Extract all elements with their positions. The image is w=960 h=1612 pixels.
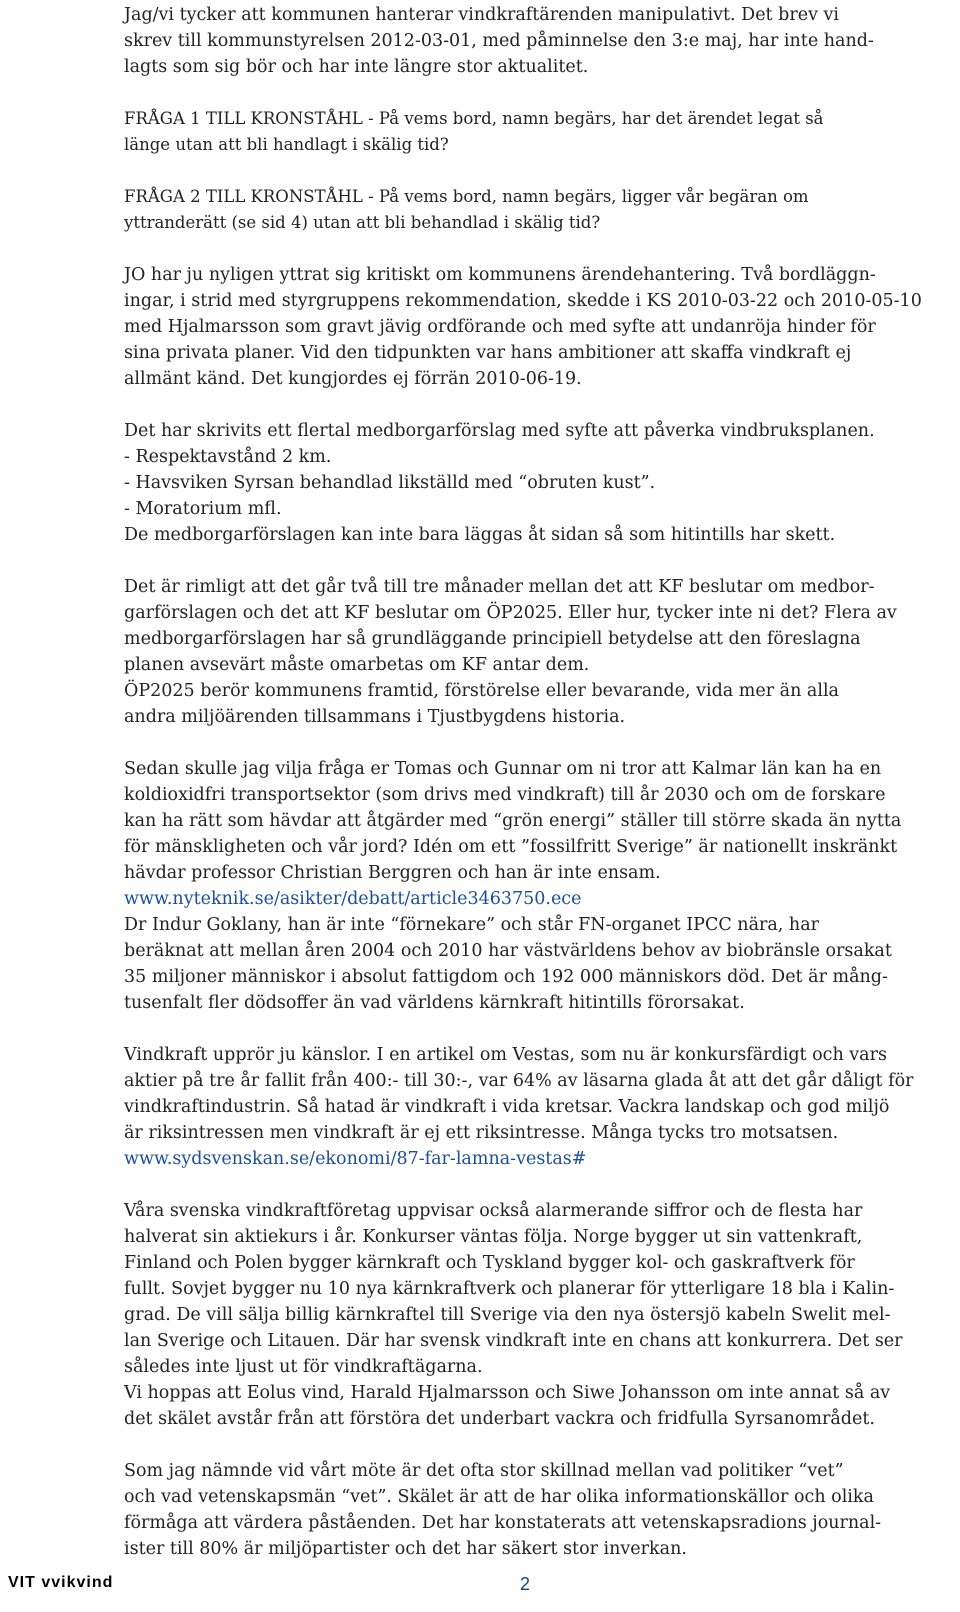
link-sydsvenskan[interactable]: www.sydsvenskan.se/ekonomi/87-far-lamna-vestas# (124, 1149, 587, 1169)
paragraph-goklany: Dr Indur Goklany, han är inte “förnekare” och står FN-organet IPCC nära, har beräknat att mellan åren 2004 och 2010 har västvärldens behov av biobränsle orsakat 35 miljoner människor i absolut fattigdom och 192 000 människors död. Det är mång- tusenfalt fler dödsoffer än vad världens kärnkraft hitintills förorsakat. (124, 915, 892, 1013)
question-2: FRÅGA 2 TILL KRONSTÅHL - På vems bord, namn begärs, ligger vår begäran om yttranderätt (se sid 4) utan att bli behandlad i skälig tid? (124, 187, 809, 232)
body-text (124, 2, 944, 1562)
paragraph-foretag: Våra svenska vindkraftföretag uppvisar också alarmerande siffror och de flesta har halverat sin aktiekurs i år. Konkurser väntas följa. Norge bygger ut sin vattenkraft, Finland och Polen bygger kärnkraft och Tyskland bygger kol- och gaskraftverk för fullt. Sovjet bygger nu 10 nya kärnkraftverk och planerar för ytterligare 18 bla i Kalin- grad. De vill sälja billig kärnkraftel till Sverige via den nya östersjö kabeln Swelit mel- lan Sverige och Litauen. Där har svensk vindkraft inte en chans att konkurrera. Det ser således inte ljust ut för vindkraftägarna. Vi hoppas att Eolus vind, Harald Hjalmarsson och Siwe Johansson om inte annat så av det skälet avstår från att förstöra det underbart vackra och fridfulla Syrsanområdet. (124, 1201, 903, 1429)
page-number: 2 (520, 1574, 531, 1594)
paragraph-last: Som jag nämnde vid vårt möte är det ofta stor skillnad mellan vad politiker “vet” och vad vetenskapsmän “vet”. Skälet är att de har olika informationskällor och olika förmåga att värdera påståenden. Det har konstaterats att vetenskapsradions journal- ister till 80% är miljöpartister och det har säkert stor inverkan. (124, 1461, 882, 1559)
question-1: FRÅGA 1 TILL KRONSTÅHL - På vems bord, namn begärs, har det ärendet legat så länge utan att bli handlagt i skälig tid? (124, 109, 824, 154)
footer-org: VIT vvikvind (8, 1574, 114, 1591)
paragraph-op2025: Det är rimligt att det går två till tre månader mellan det att KF beslutar om medbor- garförslagen och det att KF beslutar om ÖP2025. Eller hur, tycker inte ni det? Flera av medborgarförslagen har så grundläggande principiell betydelse att den föreslagna planen avsevärt måste omarbetas om KF antar dem. ÖP2025 berör kommunens framtid, förstörelse eller bevarande, vida mer än alla andra miljöärenden tillsammans i Tjustbygdens historia. (124, 577, 897, 727)
paragraph-intro: Jag/vi tycker att kommunen hanterar vindkraftärenden manipulativt. Det brev vi skrev till kommunstyrelsen 2012-03-01, med påminnelse den 3:e maj, har inte hand- lagts som sig bör och har inte längre stor aktualitet. (124, 5, 874, 77)
paragraph-kalmar: Sedan skulle jag vilja fråga er Tomas och Gunnar om ni tror att Kalmar län kan ha en koldioxidfri transportsektor (som drivs med vindkraft) till år 2030 och om de forskare kan ha rätt som hävdar att åtgärder med “grön energi” ställer till större skada än nytta för mänskligheten och vår jord? Idén om ett ”fossilfritt Sverige” är nationellt inskränkt hävdar professor Christian Berggren och han är inte ensam. (124, 759, 902, 883)
link-nyteknik[interactable]: www.nyteknik.se/asikter/debatt/article3463750.ece (124, 889, 582, 909)
paragraph-medborgarforslag: Det har skrivits ett flertal medborgarförslag med syfte att påverka vindbruksplanen. - Respektavstånd 2 km. - Havsviken Syrsan behandlad likställd med “obruten kust”. - Moratorium mfl. De medborgarförslagen kan inte bara läggas åt sidan så som hitintills har skett. (124, 421, 875, 545)
paragraph-jo: JO har ju nyligen yttrat sig kritiskt om kommunens ärendehantering. Två bordläggn- ingar, i strid med styrgruppens rekommendation, skedde i KS 2010-03-22 och 2010-05-10 med Hjalmarsson som gravt jävig ordförande och med syfte att undanröja hinder för sina privata planer. Vid den tidpunkten var hans ambitioner att skaffa vindkraft ej allmänt känd. Det kungjordes ej förrän 2010-06-19. (124, 265, 922, 389)
paragraph-vestas: Vindkraft upprör ju känslor. I en artikel om Vestas, som nu är konkursfärdigt och vars aktier på tre år fallit från 400:- till 30:-, var 64% av läsarna glada åt att det går dåligt för vindkraftindustrin. Så hatad är vindkraft i vida kretsar. Vackra landskap och god miljö är riksintressen men vindkraft är ej ett riksintresse. Många tycks tro motsatsen. (124, 1045, 914, 1143)
